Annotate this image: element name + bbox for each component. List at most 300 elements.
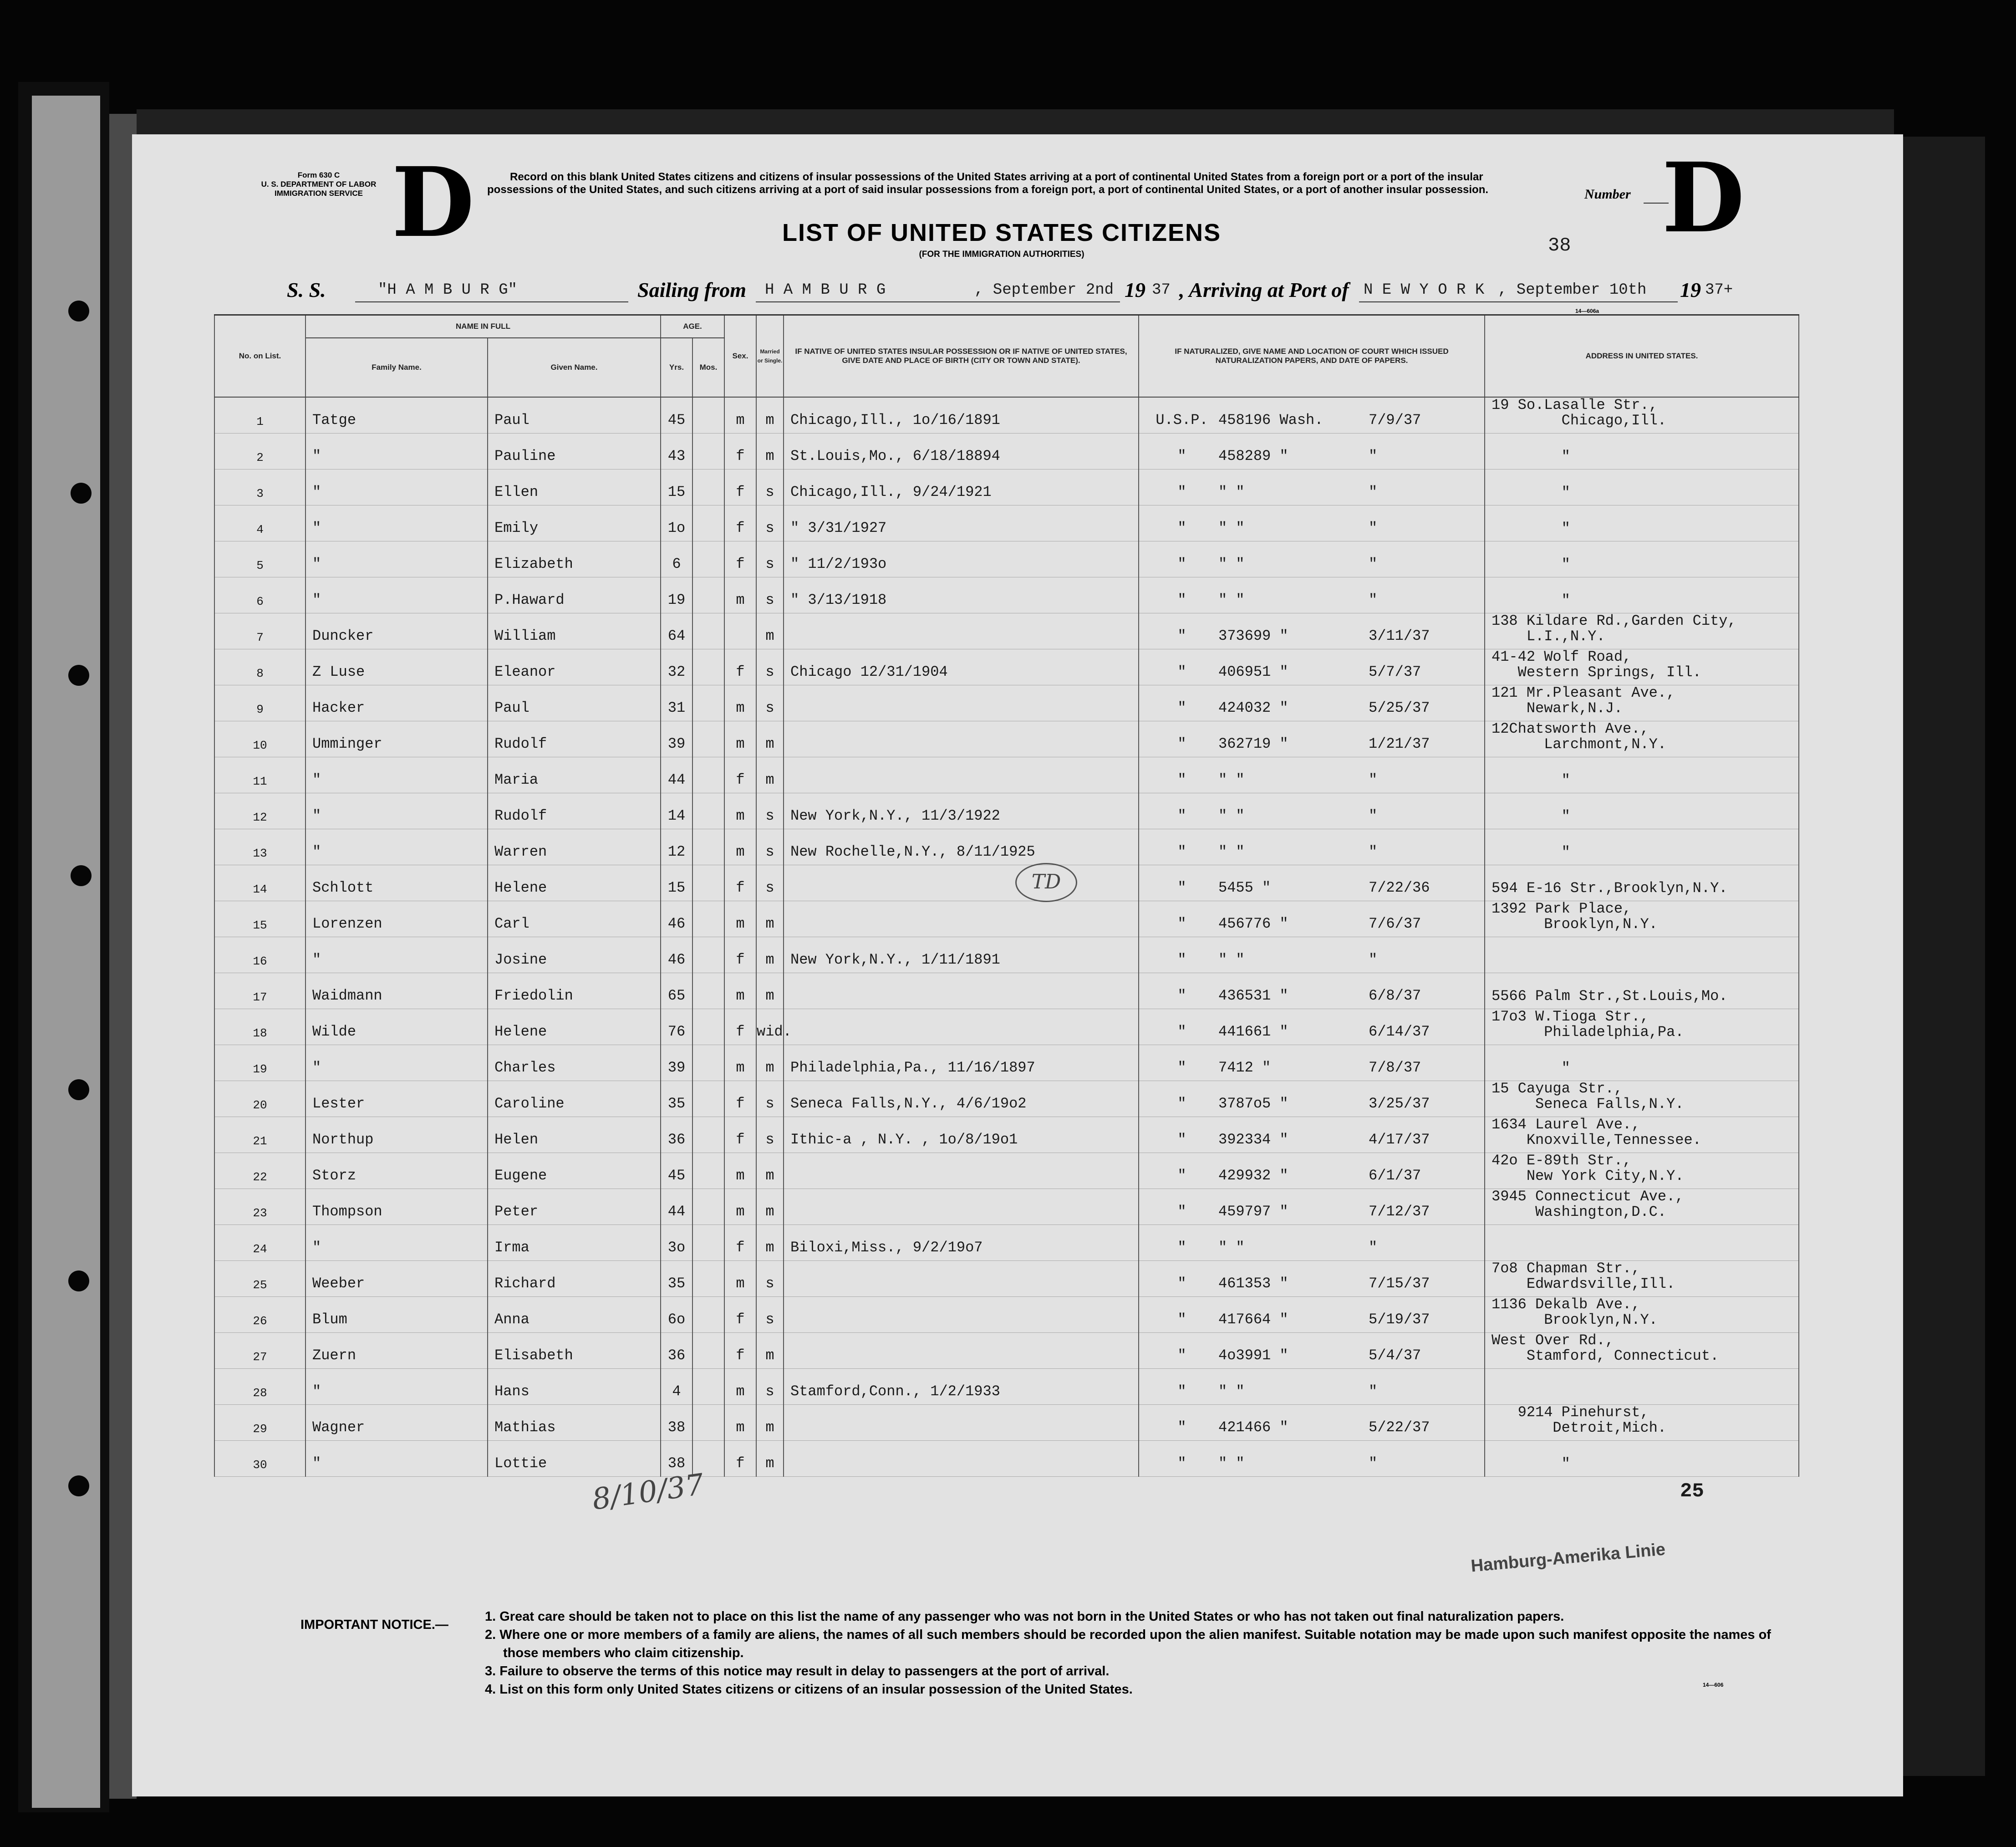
age-months <box>692 865 724 901</box>
notice-item: 1. Great care should be taken not to place on this list the name of any passenger who was not born in the United States or who has not taken out final naturalization papers. <box>485 1609 1564 1624</box>
birth-place-date <box>784 721 1139 757</box>
table-row <box>214 901 1799 937</box>
header-sex: Sex. <box>724 315 756 397</box>
family-name: Storz <box>305 1153 488 1189</box>
given-name: William <box>488 613 661 649</box>
age-years: 76 <box>661 1009 692 1045</box>
row-number: 29 <box>214 1404 305 1440</box>
marital-status: s <box>756 577 784 613</box>
birth-place-date <box>784 1153 1139 1189</box>
binder-hole <box>68 1079 89 1100</box>
age-months <box>692 1189 724 1225</box>
naturalization <box>1139 649 1485 685</box>
naturalization-date: 3/11/37 <box>1369 627 1430 644</box>
sex: m <box>724 397 756 434</box>
header-family-name: Family Name. <box>305 338 488 397</box>
row-number: 15 <box>214 901 305 937</box>
age-years: 15 <box>661 865 692 901</box>
year-prefix-1: 19 <box>1125 278 1145 301</box>
birth-place-date <box>784 1404 1139 1440</box>
age-months <box>692 685 724 721</box>
naturalization-cert: " " <box>1218 1383 1245 1400</box>
family-name: Lorenzen <box>305 901 488 937</box>
row-number: 12 <box>214 793 305 829</box>
age-months <box>692 1332 724 1368</box>
naturalization-cert: 373699 " <box>1218 627 1288 644</box>
sex: m <box>724 1189 756 1225</box>
age-years: 15 <box>661 469 692 505</box>
arrive-date: , September 10th <box>1498 281 1647 299</box>
given-name: Pauline <box>488 433 661 469</box>
header-naturalized: IF NATURALIZED, GIVE NAME AND LOCATION OF COURT WHICH ISSUED NATURALIZATION PAPERS, AND DATE OF PAPERS. <box>1139 315 1485 397</box>
row-number: 23 <box>214 1189 305 1225</box>
birth-place-date <box>784 757 1139 793</box>
given-name: P.Haward <box>488 577 661 613</box>
naturalization-date: 7/8/37 <box>1369 1059 1421 1076</box>
given-name: Eugene <box>488 1153 661 1189</box>
naturalization <box>1139 1009 1485 1045</box>
row-number: 1 <box>214 397 305 434</box>
marital-status: s <box>756 649 784 685</box>
marital-status: s <box>756 505 784 541</box>
age-months <box>692 757 724 793</box>
age-years: 6 <box>661 541 692 577</box>
sex: f <box>724 1081 756 1117</box>
marital-status: m <box>756 757 784 793</box>
naturalization <box>1139 1332 1485 1368</box>
age-years: 45 <box>661 397 692 434</box>
family-name: " <box>305 757 488 793</box>
marital-status: s <box>756 1117 784 1153</box>
birth-place-date <box>784 1009 1139 1045</box>
notice-item: 2. Where one or more members of a family are aliens, the names of all such members should be recorded upon the alien manifest. Suitable notation may be made upon such manifest opposite the names of those members who claim citizenship. <box>485 1628 1771 1660</box>
age-years: 35 <box>661 1081 692 1117</box>
family-name: " <box>305 793 488 829</box>
notice-item: 3. Failure to observe the terms of this notice may result in delay to passengers at the port of arrival. <box>485 1664 1110 1679</box>
naturalization <box>1139 433 1485 469</box>
sex: m <box>724 721 756 757</box>
sex: m <box>724 793 756 829</box>
family-name: Thompson <box>305 1189 488 1225</box>
naturalization <box>1139 901 1485 937</box>
naturalization-date: " <box>1369 771 1378 788</box>
given-name: Irma <box>488 1225 661 1260</box>
age-years: 44 <box>661 1189 692 1225</box>
given-name: Richard <box>488 1260 661 1296</box>
marital-status: s <box>756 1260 784 1296</box>
address: " <box>1485 1045 1799 1081</box>
page-number: 38 <box>1548 235 1571 256</box>
table-row <box>214 1368 1799 1404</box>
naturalization-date: " <box>1369 519 1378 536</box>
given-name: Rudolf <box>488 721 661 757</box>
address: 138 Kildare Rd.,Garden City, L.I.,N.Y. <box>1485 613 1799 649</box>
age-months <box>692 721 724 757</box>
naturalization-date: 5/19/37 <box>1369 1311 1430 1328</box>
naturalization-date: 6/14/37 <box>1369 1023 1430 1040</box>
age-years: 38 <box>661 1404 692 1440</box>
age-months <box>692 1009 724 1045</box>
naturalization <box>1139 1260 1485 1296</box>
table-row <box>214 1296 1799 1332</box>
given-name: Paul <box>488 397 661 434</box>
given-name: Carl <box>488 901 661 937</box>
naturalization <box>1139 1296 1485 1332</box>
naturalization-date: 4/17/37 <box>1369 1131 1430 1148</box>
naturalization <box>1139 721 1485 757</box>
age-months <box>692 1404 724 1440</box>
naturalization-cert: 429932 " <box>1218 1167 1288 1184</box>
table-row <box>214 685 1799 721</box>
address: 7o8 Chapman Str., Edwardsville,Ill. <box>1485 1260 1799 1296</box>
family-name: Umminger <box>305 721 488 757</box>
naturalization-cert: " " <box>1218 555 1245 572</box>
naturalization-date: 6/8/37 <box>1369 987 1421 1004</box>
given-name: Elizabeth <box>488 541 661 577</box>
naturalization-cert: " " <box>1218 951 1245 968</box>
row-number: 19 <box>214 1045 305 1081</box>
naturalization <box>1139 469 1485 505</box>
table-row <box>214 1404 1799 1440</box>
sex <box>724 613 756 649</box>
address: 42o E-89th Str., New York City,N.Y. <box>1485 1153 1799 1189</box>
table-row <box>214 1189 1799 1225</box>
naturalization-date: 6/1/37 <box>1369 1167 1421 1184</box>
naturalization <box>1139 685 1485 721</box>
table-row <box>214 973 1799 1009</box>
marital-status: m <box>756 397 784 434</box>
sex: m <box>724 577 756 613</box>
age-years: 45 <box>661 1153 692 1189</box>
naturalization-date: " <box>1369 951 1378 968</box>
row-number: 14 <box>214 865 305 901</box>
number-letter: D <box>1662 142 1745 254</box>
table-row <box>214 757 1799 793</box>
ship-name: "H A M B U R G" <box>378 281 518 299</box>
row-number: 2 <box>214 433 305 469</box>
naturalization-cert: 458196 Wash. <box>1218 411 1324 429</box>
age-years: 39 <box>661 1045 692 1081</box>
sex: m <box>724 685 756 721</box>
naturalization-court: " <box>1177 1131 1186 1148</box>
binder-strip <box>32 96 100 1808</box>
naturalization-cert: 7412 " <box>1218 1059 1271 1076</box>
table-row <box>214 937 1799 973</box>
marital-status: m <box>756 1045 784 1081</box>
naturalization-date: 5/4/37 <box>1369 1347 1421 1364</box>
table-row <box>214 1045 1799 1081</box>
family-name: Tatge <box>305 397 488 434</box>
address: 1634 Laurel Ave., Knoxville,Tennessee. <box>1485 1117 1799 1153</box>
sex: m <box>724 901 756 937</box>
naturalization-cert: 424032 " <box>1218 699 1288 716</box>
binder-hole <box>68 301 89 321</box>
sex: f <box>724 649 756 685</box>
header-age: AGE. <box>661 315 724 338</box>
table-row <box>214 613 1799 649</box>
family-name: " <box>305 469 488 505</box>
naturalization-date: 5/22/37 <box>1369 1418 1430 1436</box>
naturalization <box>1139 541 1485 577</box>
header-yrs: Yrs. <box>661 338 692 397</box>
naturalization-court: " <box>1177 663 1186 680</box>
birth-place-date: Chicago 12/31/1904 <box>784 649 1139 685</box>
naturalization-court: " <box>1177 483 1186 500</box>
marital-status: s <box>756 685 784 721</box>
header-mos: Mos. <box>692 338 724 397</box>
age-years: 36 <box>661 1332 692 1368</box>
birth-place-date: Stamford,Conn., 1/2/1933 <box>784 1368 1139 1404</box>
marital-status: s <box>756 1296 784 1332</box>
naturalization-cert: 459797 " <box>1218 1203 1288 1220</box>
birth-place-date: St.Louis,Mo., 6/18/18894 <box>784 433 1139 469</box>
sex: m <box>724 1153 756 1189</box>
given-name: Rudolf <box>488 793 661 829</box>
age-months <box>692 829 724 865</box>
given-name: Elisabeth <box>488 1332 661 1368</box>
birth-place-date: Chicago,Ill., 1o/16/1891 <box>784 397 1139 434</box>
naturalization-cert: 4o3991 " <box>1218 1347 1288 1364</box>
naturalization-court: " <box>1177 1347 1186 1364</box>
marital-status: s <box>756 1081 784 1117</box>
naturalization-date: " <box>1369 843 1378 860</box>
birth-place-date <box>784 1260 1139 1296</box>
row-number: 7 <box>214 613 305 649</box>
ss-label: S. S. <box>287 278 326 301</box>
naturalization-court: " <box>1177 915 1186 932</box>
row-number: 30 <box>214 1440 305 1476</box>
year-2: 37+ <box>1705 281 1733 299</box>
binder-hole <box>71 483 92 504</box>
birth-place-date: Seneca Falls,N.Y., 4/6/19o2 <box>784 1081 1139 1117</box>
family-name: Schlott <box>305 865 488 901</box>
age-years: 14 <box>661 793 692 829</box>
sex: f <box>724 1009 756 1045</box>
given-name: Eleanor <box>488 649 661 685</box>
row-number: 5 <box>214 541 305 577</box>
address: " <box>1485 577 1799 613</box>
row-number: 20 <box>214 1081 305 1117</box>
naturalization-court: " <box>1177 1203 1186 1220</box>
sex: m <box>724 1045 756 1081</box>
birth-place-date: Chicago,Ill., 9/24/1921 <box>784 469 1139 505</box>
naturalization-court: " <box>1177 735 1186 752</box>
age-months <box>692 397 724 434</box>
notice-items <box>485 1607 1773 1699</box>
address: 19 So.Lasalle Str., Chicago,Ill. <box>1485 397 1799 434</box>
naturalization-date: " <box>1369 591 1378 608</box>
family-name: Zuern <box>305 1332 488 1368</box>
address: " <box>1485 829 1799 865</box>
binder-hole <box>68 1270 89 1291</box>
naturalization-cert: 421466 " <box>1218 1418 1288 1436</box>
table-row <box>214 1153 1799 1189</box>
page-total: 25 <box>1680 1480 1704 1503</box>
family-name: " <box>305 541 488 577</box>
naturalization-court: " <box>1177 1023 1186 1040</box>
naturalization-date: 7/12/37 <box>1369 1203 1430 1220</box>
address: " <box>1485 505 1799 541</box>
age-months <box>692 1117 724 1153</box>
address: " <box>1485 1440 1799 1476</box>
binder-hole <box>71 865 92 886</box>
naturalization <box>1139 865 1485 901</box>
naturalization-cert: " " <box>1218 1239 1245 1256</box>
birth-place-date <box>784 1296 1139 1332</box>
naturalization <box>1139 1368 1485 1404</box>
age-years: 35 <box>661 1260 692 1296</box>
given-name: Caroline <box>488 1081 661 1117</box>
naturalization-court: " <box>1177 879 1186 896</box>
marital-status: m <box>756 1153 784 1189</box>
sailing-label: Sailing from <box>637 278 747 301</box>
naturalization-cert: 458289 " <box>1218 447 1288 464</box>
age-months <box>692 973 724 1009</box>
birth-place-date: " 3/31/1927 <box>784 505 1139 541</box>
naturalization-court: U.S.P. <box>1156 411 1208 429</box>
table-row <box>214 649 1799 685</box>
marital-status: s <box>756 1368 784 1404</box>
naturalization-court: " <box>1177 771 1186 788</box>
family-name: " <box>305 505 488 541</box>
marital-status: s <box>756 865 784 901</box>
row-number: 10 <box>214 721 305 757</box>
birth-place-date <box>784 1189 1139 1225</box>
age-years: 6o <box>661 1296 692 1332</box>
sail-date: , September 2nd <box>974 281 1114 299</box>
family-name: " <box>305 577 488 613</box>
row-number: 24 <box>214 1225 305 1260</box>
ship-line <box>355 301 628 302</box>
naturalization <box>1139 397 1485 434</box>
age-years: 31 <box>661 685 692 721</box>
sex: f <box>724 505 756 541</box>
naturalization-date: " <box>1369 1454 1378 1472</box>
age-months <box>692 433 724 469</box>
row-number: 26 <box>214 1296 305 1332</box>
naturalization-cert: " " <box>1218 771 1245 788</box>
birth-place-date: Ithic-a , N.Y. , 1o/8/19o1 <box>784 1117 1139 1153</box>
age-months <box>692 1153 724 1189</box>
age-years: 3o <box>661 1225 692 1260</box>
marital-status: s <box>756 829 784 865</box>
notice-heading: IMPORTANT NOTICE.— <box>300 1617 448 1632</box>
naturalization <box>1139 1117 1485 1153</box>
notice-code: 14—606 <box>1703 1682 1724 1688</box>
table-row <box>214 829 1799 865</box>
age-months <box>692 505 724 541</box>
age-months <box>692 1368 724 1404</box>
from-port: H A M B U R G <box>765 281 886 299</box>
sex: f <box>724 865 756 901</box>
address: 41-42 Wolf Road, Western Springs, Ill. <box>1485 649 1799 685</box>
department: U. S. DEPARTMENT OF LABOR <box>261 180 377 189</box>
age-months <box>692 793 724 829</box>
marital-status: wid. <box>756 1009 784 1045</box>
sex: m <box>724 973 756 1009</box>
naturalization-court: " <box>1177 843 1186 860</box>
naturalization-court: " <box>1177 555 1186 572</box>
naturalization-court: " <box>1177 1311 1186 1328</box>
table-row <box>214 469 1799 505</box>
age-years: 32 <box>661 649 692 685</box>
sex: f <box>724 1117 756 1153</box>
address: 17o3 W.Tioga Str., Philadelphia,Pa. <box>1485 1009 1799 1045</box>
naturalization-cert: 406951 " <box>1218 663 1288 680</box>
marital-status: m <box>756 973 784 1009</box>
to-port: N E W Y O R K <box>1364 281 1485 299</box>
naturalization-date: 5/7/37 <box>1369 663 1421 680</box>
family-name: Hacker <box>305 685 488 721</box>
header-given-name: Given Name. <box>488 338 661 397</box>
marital-status: m <box>756 1332 784 1368</box>
naturalization-date: " <box>1369 1383 1378 1400</box>
header-birth: IF NATIVE OF UNITED STATES INSULAR POSSESSION OR IF NATIVE OF UNITED STATES, GIVE DATE AND PLACE OF BIRTH (CITY OR TOWN AND STATE). <box>784 315 1139 397</box>
family-name: Blum <box>305 1296 488 1332</box>
naturalization-court: " <box>1177 699 1186 716</box>
naturalization-cert: 362719 " <box>1218 735 1288 752</box>
sex: f <box>724 469 756 505</box>
given-name: Emily <box>488 505 661 541</box>
family-name: Z Luse <box>305 649 488 685</box>
row-number: 18 <box>214 1009 305 1045</box>
page-subtitle: (FOR THE IMMIGRATION AUTHORITIES) <box>919 250 1084 259</box>
address: " <box>1485 433 1799 469</box>
family-name: " <box>305 433 488 469</box>
naturalization-court: " <box>1177 807 1186 824</box>
age-months <box>692 649 724 685</box>
marital-status: s <box>756 541 784 577</box>
naturalization <box>1139 1189 1485 1225</box>
family-name: " <box>305 937 488 973</box>
page-shadow-top <box>137 109 1894 137</box>
naturalization <box>1139 1404 1485 1440</box>
manifest-table <box>214 314 1799 1477</box>
birth-place-date: New York,N.Y., 1/11/1891 <box>784 937 1139 973</box>
address: 594 E-16 Str.,Brooklyn,N.Y. <box>1485 865 1799 901</box>
address: West Over Rd., Stamford, Connecticut. <box>1485 1332 1799 1368</box>
naturalization-cert: 456776 " <box>1218 915 1288 932</box>
table-row <box>214 433 1799 469</box>
naturalization-date: " <box>1369 447 1378 464</box>
row-number: 3 <box>214 469 305 505</box>
age-years: 4 <box>661 1368 692 1404</box>
address: 1392 Park Place, Brooklyn,N.Y. <box>1485 901 1799 937</box>
marital-status: m <box>756 1189 784 1225</box>
age-months <box>692 1045 724 1081</box>
marital-status: m <box>756 613 784 649</box>
naturalization-court: " <box>1177 447 1186 464</box>
naturalization-date: 1/21/37 <box>1369 735 1430 752</box>
age-years: 12 <box>661 829 692 865</box>
sex: m <box>724 1368 756 1404</box>
naturalization-court: " <box>1177 1418 1186 1436</box>
naturalization-court: " <box>1177 591 1186 608</box>
row-number: 16 <box>214 937 305 973</box>
naturalization-court: " <box>1177 1095 1186 1112</box>
table-row <box>214 577 1799 613</box>
age-years: 43 <box>661 433 692 469</box>
naturalization-cert: " " <box>1218 591 1245 608</box>
age-years: 1o <box>661 505 692 541</box>
age-months <box>692 577 724 613</box>
naturalization <box>1139 973 1485 1009</box>
naturalization-cert: 441661 " <box>1218 1023 1288 1040</box>
family-name: " <box>305 829 488 865</box>
address <box>1485 1225 1799 1260</box>
header-name-in-full: NAME IN FULL <box>305 315 661 338</box>
table-row <box>214 505 1799 541</box>
